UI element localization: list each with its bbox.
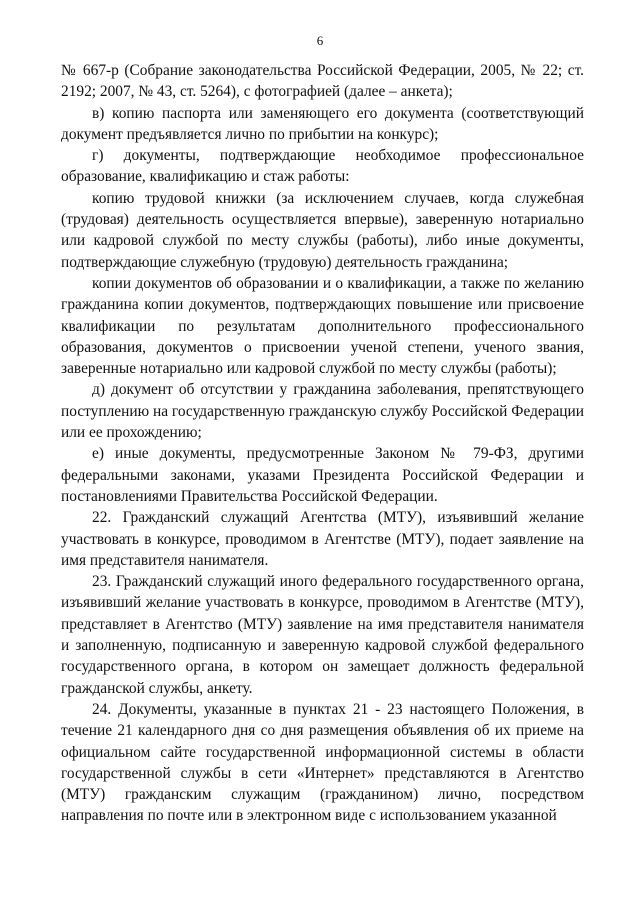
paragraph-education-documents: копии документов об образовании и о квалификации, а также по желанию гражданина копии документов, подтверждающих повышение или присвоение квалификации по результатам дополнительного профессионального образования, документов о присвоении ученой степени, ученого звания, заверенные нотариально или кадровой службой по месту службы (работы); (61, 274, 584, 378)
paragraph-item-d-health: д) документ об отсутствии у гражданина заболевания, препятствующего поступлению на государственную гражданскую службу Российской Федерации или ее прохождению; (61, 381, 584, 442)
paragraph-anketa-continuation: № 667-р (Собрание законодательства Российской Федерации, 2005, № 22; ст. 2192; 2007, № 43, ст. 5264), с фотографией (далее – анкета); (61, 62, 584, 101)
paragraph-clause-24: 24. Документы, указанные в пунктах 21 - 23 настоящего Положения, в течение 21 календарного дня со дня размещения объявления об их приеме на официальном сайте государственной информационной системы в области государственной службы в сети «Интернет» представляются в Агентство (МТУ) гражданским служащим (гражданином) лично, посредством направления по почте или в электронном виде с использованием указанной (61, 700, 584, 825)
paragraph-work-book-copy: копию трудовой книжки (за исключением случаев, когда служебная (трудовая) деятельность осуществляется впервые), заверенную нотариально или кадровой службой по месту службы (работы), либо иные документы, подтверждающие служебную (трудовую) деятельность гражданина; (61, 189, 584, 271)
paragraph-item-g-documents: г) документы, подтверждающие необходимое профессиональное образование, квалификацию и стаж работы: (61, 147, 584, 186)
paragraph-clause-23: 23. Гражданский служащий иного федерального государственного органа, изъявивший желание участвовать в конкурсе, проводимом в Агентстве (МТУ), представляет в Агентство (МТУ) заявление на имя представителя нанимателя и заполненную, подписанную и заверенную кадровой службой федерального государственного органа, в котором он замещает должность федеральной гражданской службы, анкету. (61, 573, 584, 697)
document-body (61, 60, 584, 827)
paragraph-item-e-other: е) иные документы, предусмотренные Законом № 79-ФЗ, другими федеральными законами, указами Президента Российской Федерации и постановлениями Правительства Российской Федерации. (61, 445, 584, 505)
page-number: 6 (316, 33, 324, 48)
paragraph-clause-22: 22. Гражданский служащий Агентства (МТУ), изъявивший желание участвовать в конкурсе, проводимом в Агентстве (МТУ), подает заявление на имя представителя нанимателя. (61, 509, 584, 569)
paragraph-item-v-passport: в) копию паспорта или заменяющего его документа (соответствующий документ предъявляется лично по прибытии на конкурс); (61, 104, 584, 143)
